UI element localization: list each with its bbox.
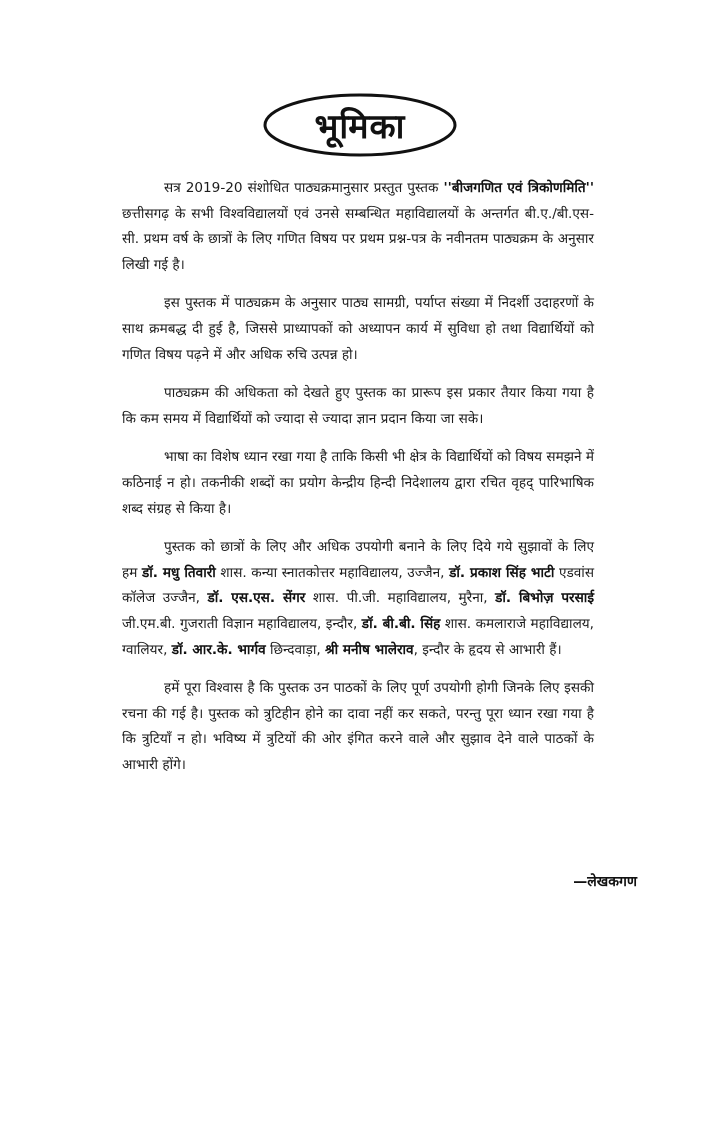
paragraph-3: पाठ्यक्रम की अधिकता को देखते हुए पुस्तक का प्रारूप इस प्रकार तैयार किया गया है कि कम समय में विद्यार्थियों को ज्यादा से ज्यादा ज्ञान प्रदान किया जा सके। [122,385,594,427]
acknowledged-name-2: डॉ. प्रकाश सिंह भाटी [449,564,555,581]
heading-box [262,92,458,158]
preface-body [122,176,594,791]
paragraph-5 [122,535,594,663]
paragraph-5-text-3: एडवांस कॉलेज उज्जैन, [122,564,595,607]
acknowledged-name-6: डॉ. आर.के. भार्गव [171,641,266,658]
paragraph-5-text-6: शास. कमलाराजे महाविद्यालय, ग्वालियर, [122,615,594,658]
acknowledged-name-7: श्री मनीष भालेराव [324,641,414,658]
paragraph-5-text-2: शास. कन्या स्नातकोत्तर महाविद्यालय, उज्जैन, [215,564,450,581]
paragraph-5-text-1: पुस्तक को छात्रों के लिए और अधिक उपयोगी बनाने के लिए दिये गये सुझावों के लिए हम [122,539,594,581]
paragraph-5-text-4: शास. पी.जी. महाविद्यालय, मुरैना, [305,590,496,607]
page-heading: भूमिका [314,107,406,147]
paragraph-5-text-5: जी.एम.बी. गुजराती विज्ञान महाविद्यालय, इन्दौर, [122,615,362,632]
acknowledged-name-1: डॉ. मधु तिवारी [141,564,216,581]
acknowledged-name-3: डॉ. एस.एस. सेंगर [207,590,306,607]
paragraph-6: हमें पूरा विश्वास है कि पुस्तक उन पाठकों के लिए पूर्ण उपयोगी होगी जिनके लिए इसकी रचना की गई है। पुस्तक को त्रुटिहीन होने का दावा नहीं कर सकते, परन्तु पूरा ध्यान रखा गया है कि त्रुटियाँ न हो। भविष्य में त्रुटियों की ओर इंगित करने वाले और सुझाव देने वाले पाठकों के आभारी होंगे। [122,680,594,773]
acknowledged-name-4: डॉ. बिभोज़ परसाई [495,590,595,607]
paragraph-5-text-8: , इन्दौर के हृदय से आभारी हैं। [413,641,562,658]
paragraph-1-text-b: छत्तीसगढ़ के सभी विश्वविद्यालयों एवं उनसे सम्बन्धित महाविद्यालयों के अन्तर्गत बी.ए./बी.एस-सी. प्रथम वर्ष के छात्रों के लिए गणित विषय पर प्रथम प्रश्न-पत्र के नवीनतम पाठ्यक्रम के अनुसार लिखी गई है। [122,205,594,273]
paragraph-4: भाषा का विशेष ध्यान रखा गया है ताकि किसी भी क्षेत्र के विद्यार्थियों को विषय समझने में कठिनाई न हो। तकनीकी शब्दों का प्रयोग केन्द्रीय हिन्दी निदेशालय द्वारा रचित वृहद् पारिभाषिक शब्द संग्रह से किया है। [122,449,594,517]
authors-signoff: —लेखकगण [573,874,637,890]
paragraph-5-text-7: छिन्दवाड़ा, [265,641,325,658]
paragraph-2: इस पुस्तक में पाठ्यक्रम के अनुसार पाठ्य सामग्री, पर्याप्त संख्या में निदर्शी उदाहरणों के साथ क्रमबद्ध दी हुई है, जिससे प्राध्यापकों को अध्यापन कार्य में सुविधा हो तथा विद्यार्थियों को गणित विषय पढ़ने में और अधिक रुचि उत्पन्न हो। [122,295,594,363]
paragraph-1-text-a: सत्र 2019-20 संशोधित पाठ्यक्रमानुसार प्रस्तुत पुस्तक [164,180,444,196]
acknowledged-name-5: डॉ. बी.बी. सिंह [361,615,441,632]
book-title: ''बीजगणित एवं त्रिकोणमिति'' [443,180,594,196]
paragraph-1 [122,176,594,278]
